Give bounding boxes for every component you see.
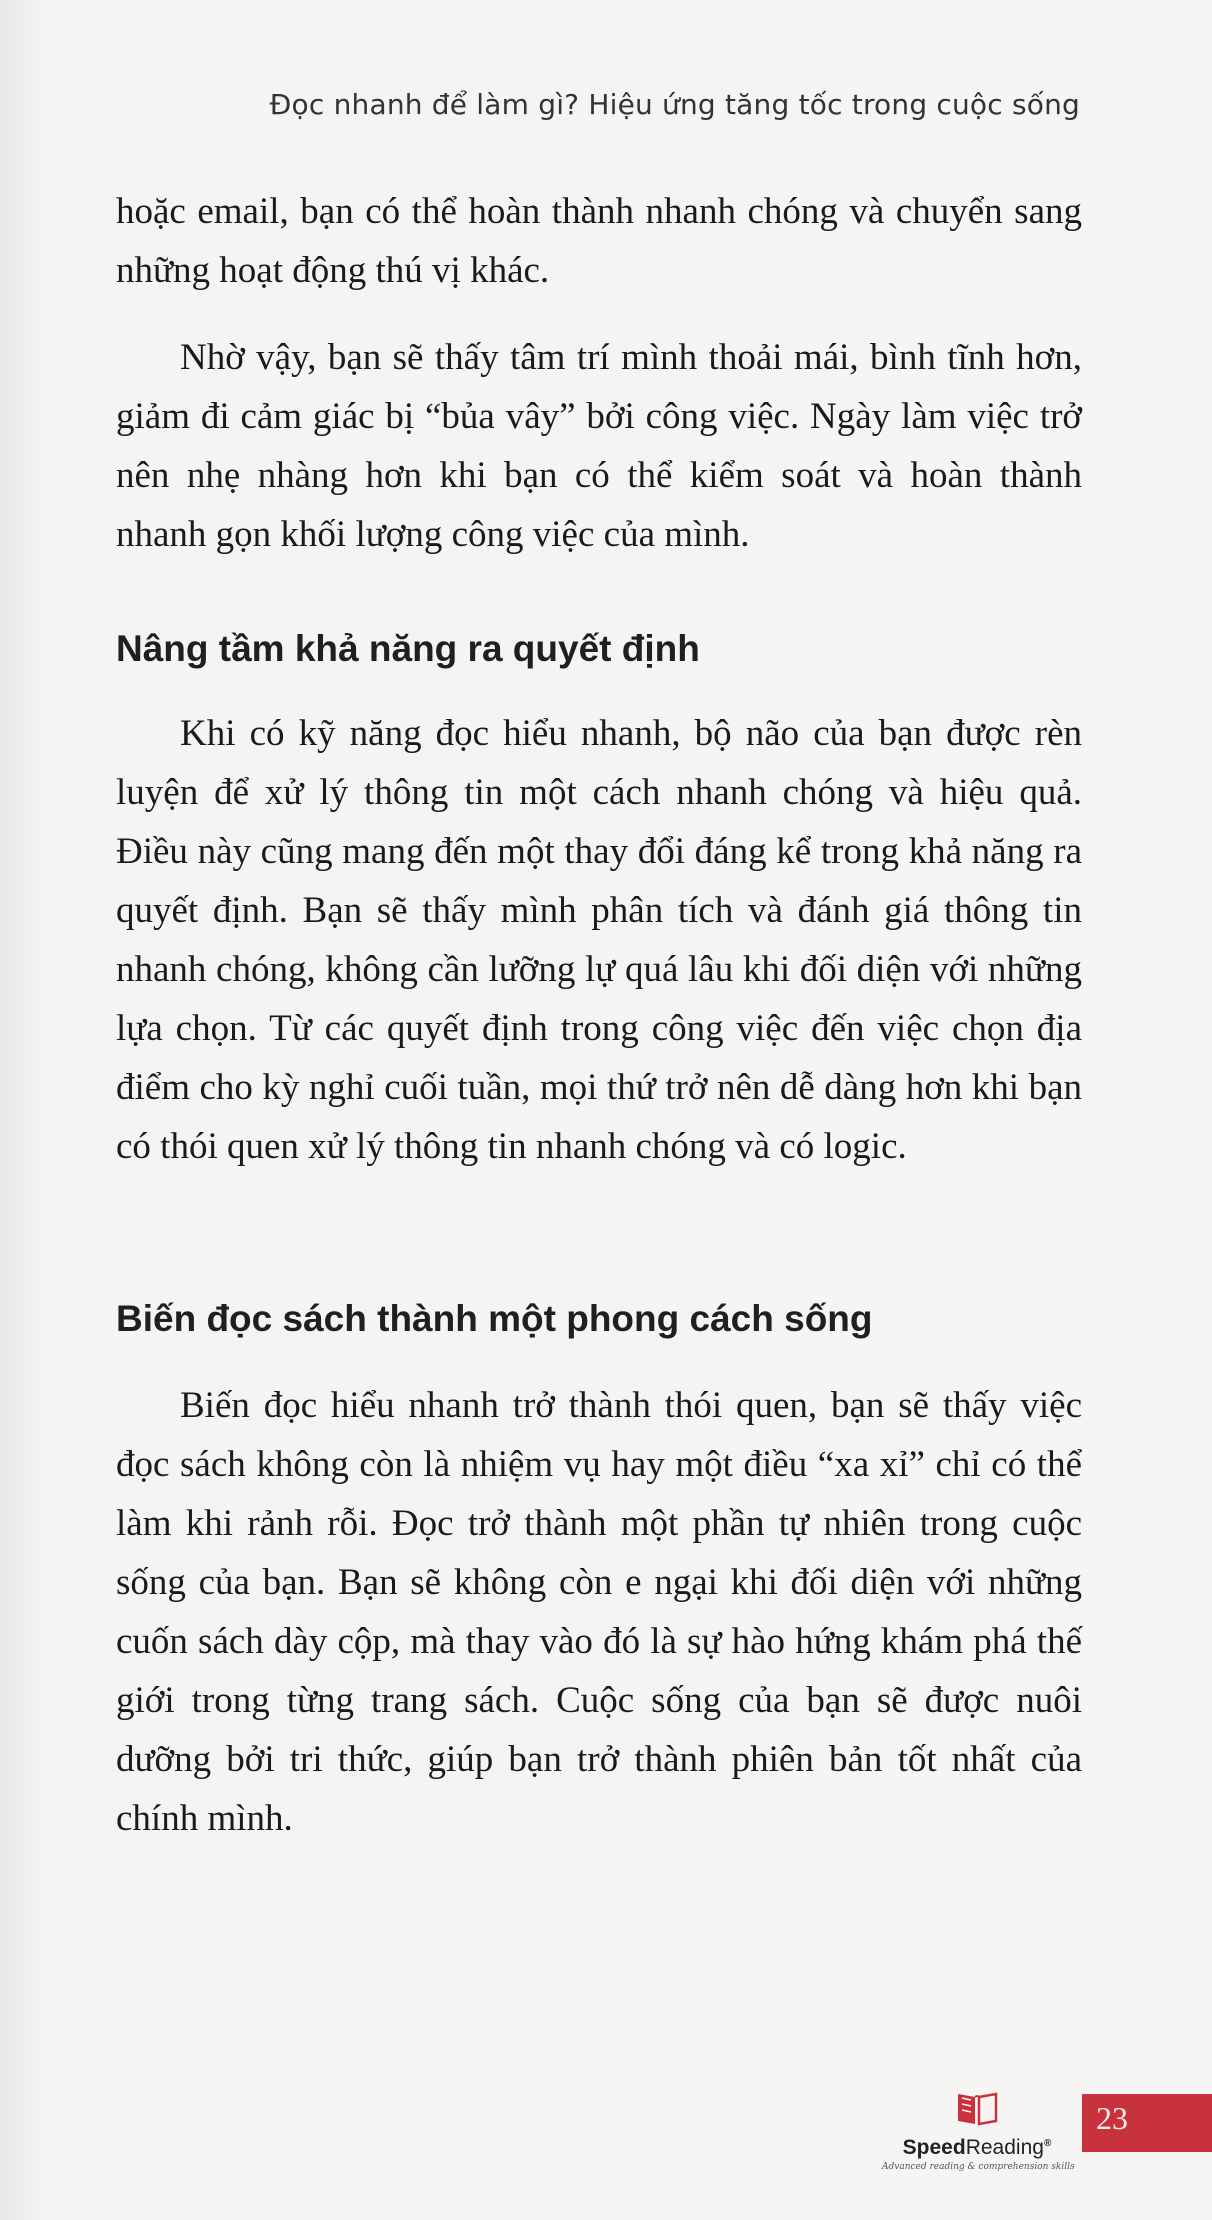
paragraph: Biến đọc hiểu nhanh trở thành thói quen, bạn sẽ thấy việc đọc sách không còn là nhiệm vụ hay một điều “xa xỉ” chỉ có thể làm khi rảnh rỗi. Đọc trở thành một phần tự nhiên trong cuộc sống của bạn. Bạn sẽ không còn e ngại khi đối diện với những cuốn sách dày cộp, mà thay vào đó là sự hào hứng khám phá thế giới trong từng trang sách. Cuộc sống của bạn sẽ được nuôi dưỡng bởi tri thức, giúp bạn trở thành phiên bản tốt nhất của chính mình. (116, 1385, 1082, 1839)
registered-mark: ® (1043, 2138, 1052, 2149)
section-heading-decision-making: Nâng tầm khả năng ra quyết định (116, 628, 700, 669)
logo-tagline: Advanced reading & comprehension skills (882, 2162, 1075, 2172)
speedreading-logo (882, 2088, 1075, 2172)
open-book-icon (954, 2088, 1000, 2128)
paragraph-continued: hoặc email, bạn có thể hoàn thành nhanh chóng và chuyển sang những hoạt động thú vị khác. (116, 191, 1082, 291)
paragraph: Nhờ vậy, bạn sẽ thấy tâm trí mình thoải mái, bình tĩnh hơn, giảm đi cảm giác bị “bủa vây” bởi công việc. Ngày làm việc trở nên nhẹ nhàng hơn khi bạn có thể kiểm soát và hoàn thành nhanh gọn khối lượng công việc của mình. (116, 337, 1082, 555)
logo-word-reading: Reading (965, 2136, 1044, 2159)
logo-word-speed: Speed (902, 2136, 966, 2159)
paragraph: Khi có kỹ năng đọc hiểu nhanh, bộ não của bạn được rèn luyện để xử lý thông tin một cách nhanh chóng và hiệu quả. Điều này cũng mang đến một thay đổi đáng kể trong khả năng ra quyết định. Bạn sẽ thấy mình phân tích và đánh giá thông tin nhanh chóng, không cần lưỡng lự quá lâu khi đối diện với những lựa chọn. Từ các quyết định trong công việc đến việc chọn địa điểm cho kỳ nghỉ cuối tuần, mọi thứ trở nên dễ dàng hơn khi bạn có thói quen xử lý thông tin nhanh chóng và có logic. (116, 713, 1082, 1167)
running-header: Đọc nhanh để làm gì? Hiệu ứng tăng tốc trong cuộc sống (269, 88, 1080, 121)
page-number: 23 (1096, 2100, 1128, 2136)
section-heading-reading-lifestyle: Biến đọc sách thành một phong cách sống (116, 1298, 873, 1339)
